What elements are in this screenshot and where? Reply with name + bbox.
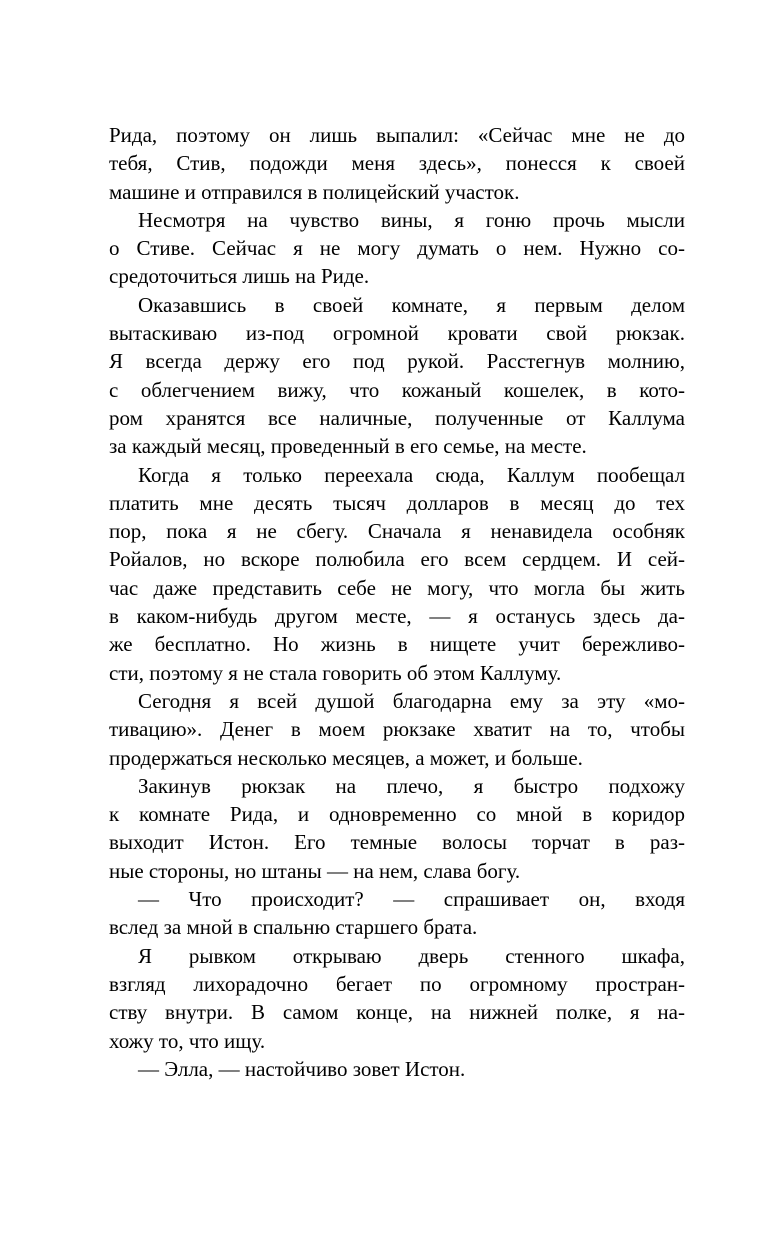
text-line: Я рывком открываю дверь стенного шкафа, <box>138 943 685 968</box>
text-line: взгляд лихорадочно бегает по огромному простран- <box>109 971 685 996</box>
text-line: о Стиве. Сейчас я не могу думать о нем. Нужно со- <box>109 236 685 261</box>
text-line: пор, пока я не сбегу. Сначала я ненавидела особняк <box>109 519 685 544</box>
text-line: выходит Истон. Его темные волосы торчат в раз- <box>109 830 685 855</box>
paragraph <box>109 206 685 291</box>
text-line: ству внутри. В самом конце, на нижней полке, я на- <box>109 1000 685 1025</box>
text-line: же бесплатно. Но жизнь в нищете учит бережливо- <box>109 632 685 657</box>
paragraph <box>109 121 685 206</box>
text-line: платить мне десять тысяч долларов в месяц до тех <box>109 490 685 515</box>
text-line: — Элла, — настойчиво зовет Истон. <box>138 1056 466 1081</box>
text-line: Сегодня я всей душой благодарна ему за эту «мо- <box>138 688 685 713</box>
text-line: средоточиться лишь на Риде. <box>109 264 370 289</box>
paragraph <box>109 687 685 772</box>
text-line: с облегчением вижу, что кожаный кошелек, в кото- <box>109 377 685 402</box>
paragraph <box>109 291 685 461</box>
page-text-block <box>109 121 685 1083</box>
text-line: за каждый месяц, проведенный в его семье, на месте. <box>109 434 587 459</box>
text-line: в каком-нибудь другом месте, — я останусь здесь да- <box>109 604 685 629</box>
text-line: к комнате Рида, и одновременно со мной в коридор <box>109 802 685 827</box>
text-line: машине и отправился в полицейский участок. <box>109 179 520 204</box>
text-line: Когда я только переехала сюда, Каллум пообещал <box>138 462 685 487</box>
paragraph <box>109 942 685 1055</box>
text-line: хожу то, что ищу. <box>109 1028 266 1053</box>
text-line: час даже представить себе не могу, что могла бы жить <box>109 575 685 600</box>
paragraph <box>109 772 685 885</box>
text-line: — Что происходит? — спрашивает он, входя <box>138 887 685 912</box>
text-line: продержаться несколько месяцев, а может, и больше. <box>109 745 583 770</box>
text-line: ные стороны, но штаны — на нем, слава богу. <box>109 858 521 883</box>
paragraph <box>109 461 685 687</box>
text-line: ром хранятся все наличные, полученные от Каллума <box>109 405 685 430</box>
text-line: тебя, Стив, подожди меня здесь», понесся к своей <box>109 151 685 176</box>
text-line: сти, поэтому я не стала говорить об этом Каллуму. <box>109 660 562 685</box>
text-line: Оказавшись в своей комнате, я первым делом <box>138 292 685 317</box>
paragraph <box>109 885 685 942</box>
text-line: вытаскиваю из-под огромной кровати свой рюкзак. <box>109 321 685 346</box>
text-line: Я всегда держу его под рукой. Расстегнув молнию, <box>109 349 685 374</box>
text-line: вслед за мной в спальню старшего брата. <box>109 915 478 940</box>
text-line: тивацию». Денег в моем рюкзаке хватит на то, чтобы <box>109 717 685 742</box>
text-line: Несмотря на чувство вины, я гоню прочь мысли <box>138 207 685 232</box>
text-line: Ройалов, но вскоре полюбила его всем сердцем. И сей- <box>109 547 685 572</box>
text-line: Рида, поэтому он лишь выпалил: «Сейчас мне не до <box>109 123 685 147</box>
text-line: Закинув рюкзак на плечо, я быстро подхожу <box>138 773 685 798</box>
paragraph <box>109 1055 685 1083</box>
